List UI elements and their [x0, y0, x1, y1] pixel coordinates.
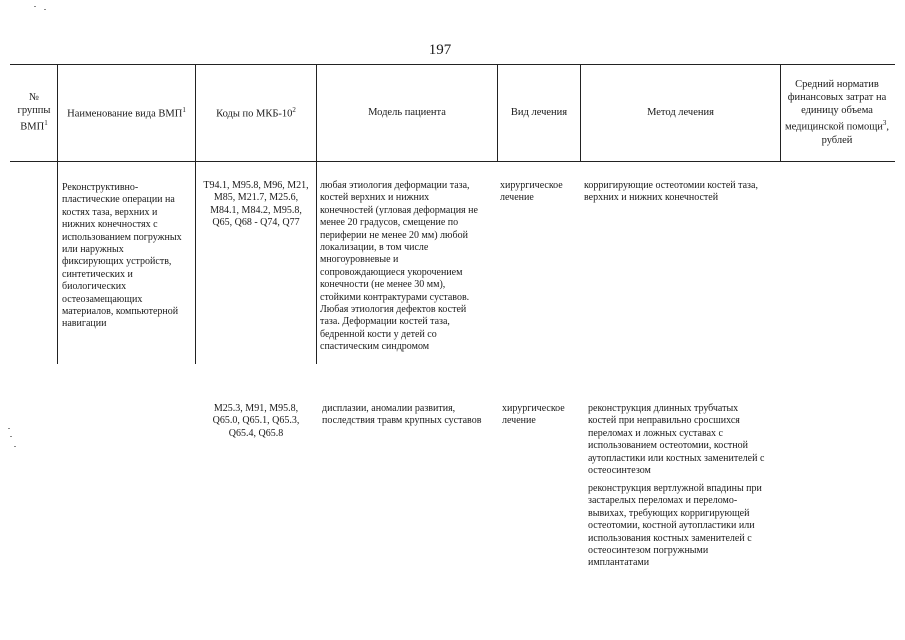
header-patient-model-text: Модель пациента — [368, 107, 446, 118]
row2-method-1: реконструкция длинных трубчатых костей при неправильно сросшихся переломах и ложных суставах с использованием остеотомии, костной аутопластики или костных заменителей с остеосинтезом — [588, 403, 765, 477]
footnote-mark: 1 — [44, 119, 48, 128]
row2-treatment-type: хирургическое лечение — [502, 403, 565, 427]
header-average-cost-unit: , рублей — [821, 121, 890, 146]
page-number: 197 — [428, 42, 452, 58]
header-treatment-method-text: Метод лечения — [647, 107, 714, 118]
row1-vmp-name: Реконструктивно- пластические операции на костях таза, верхних и нижних конечностях с использованием погружных или наружных фиксирующих устройств, синтетических и биологических остеозамещающих материалов, компьютерной навигации — [62, 182, 182, 330]
header-average-cost — [781, 64, 893, 161]
header-icd-codes — [196, 64, 316, 161]
row1-method-1: корригирующие остеотомии костей таза, верхних и нижних конечностей — [584, 180, 758, 204]
footnote-mark: 3 — [882, 119, 887, 128]
scan-speck — [8, 428, 10, 429]
header-average-cost-text: Средний норматив финансовых затрат на единицу объема медицинской помощи — [784, 79, 887, 133]
row2-method-2: реконструкция вертлужной впадины при застарелых переломах и переломо- вывихах, требующих корригирующей остеотомии, костной аутопластики или использования костных заменителей с остеосинтезом погружными имплантатами — [588, 483, 762, 569]
scan-speck — [44, 9, 46, 10]
header-treatment-method — [581, 64, 780, 161]
header-group-number — [12, 64, 56, 161]
header-icd-codes-text: Коды по МКБ-10 — [216, 108, 293, 120]
row1-treatment-type: хирургическое лечение — [500, 180, 563, 204]
header-treatment-type — [498, 64, 580, 161]
header-vmp-name-text: Наименование вида ВМП — [67, 108, 183, 120]
footnote-mark: 1 — [182, 106, 186, 115]
row1-icd-codes: T94.1, M95.8, M96, M21, M85, M21.7, M25.6, M84.1, M84.2, M95.8, Q65, Q68 - Q74, Q77 — [203, 180, 309, 229]
row1-patient-model: любая этиология деформации таза, костей верхних и нижних конечностей (угловая деформация не менее 20 градусов, смещение по периферии не менее 20 мм) любой локализации, в том числе многоуровневые и сопровождающиеся укорочением конечности (не менее 30 мм), стойкими контрактурами суставов. Любая этиология дефектов костей таза. Деформации костей таза, бедренной кости у детей со спастическим синдромом — [320, 180, 478, 353]
row2-icd-codes: M25.3, M91, M95.8, Q65.0, Q65.1, Q65.3, Q65.4, Q65.8 — [212, 403, 300, 439]
scan-speck — [14, 446, 16, 447]
header-patient-model — [317, 64, 497, 161]
header-treatment-type-text: Вид лечения — [510, 107, 568, 118]
scan-speck — [34, 6, 36, 7]
header-group-number-text: № группы ВМП — [17, 92, 51, 133]
scan-speck — [10, 436, 12, 437]
header-vmp-name — [58, 64, 195, 161]
table-header-bottom-rule — [10, 161, 895, 162]
row2-patient-model: дисплазии, аномалии развития, последствия травм крупных суставов — [322, 403, 482, 427]
footnote-mark: 2 — [292, 106, 296, 115]
